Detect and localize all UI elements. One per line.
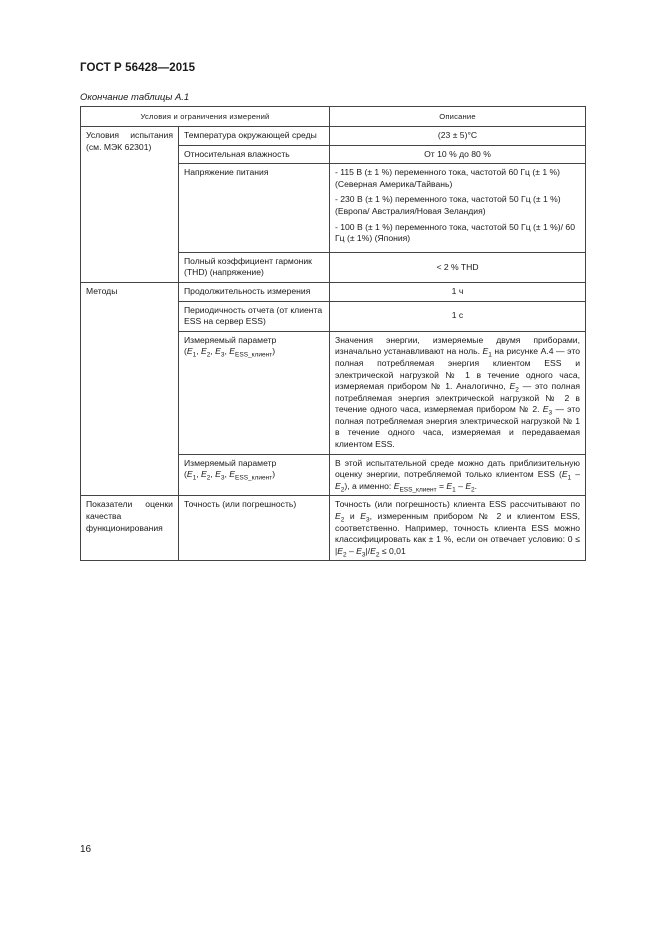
sep: ,: [224, 346, 230, 357]
sub: 2: [206, 474, 211, 482]
header-conditions: Условия и ограничения измерений: [81, 107, 330, 127]
sub: 3: [361, 551, 366, 559]
desc-humidity: От 10 % до 80 %: [330, 145, 586, 164]
var-e: E: [186, 346, 193, 357]
sub: 2: [375, 551, 380, 559]
param-measured-2: [179, 454, 330, 496]
table-caption: Окончание таблицы А.1: [80, 92, 190, 103]
text: Значения энергии, измеряемые двумя приборами, изначально устанавливают на ноль.: [335, 334, 580, 357]
var-e: E: [337, 545, 343, 556]
desc-measured-2: В этой испытательной среде можно дать приблизительную оценку энергии, потребляемой только клиентом ESS $(E_1 - E_2)$, а именно: $E_{ESS\_клиент} = E_1 - E_2$.: [330, 454, 586, 496]
var-e: E: [393, 480, 400, 491]
voltage-item-eu: - 230 В (± 1 %) переменного тока, частотой 50 Гц (± 1 %) (Европа/ Австралия/Новая Зеландия): [335, 194, 561, 216]
var-e: E: [509, 381, 516, 392]
paren-open: (: [184, 469, 187, 480]
desc-duration: 1 ч: [330, 282, 586, 301]
text: ), а именно:: [344, 480, 394, 491]
sub: 1: [192, 352, 197, 360]
var-e: E: [229, 346, 236, 357]
voltage-item-na: - 115 В (± 1 %) переменного тока, частотой 60 Гц (± 1 %) (Северная Америка/Тайвань): [335, 167, 561, 189]
paren-close: ): [272, 469, 276, 480]
text: |/: [365, 545, 371, 556]
desc-measured-1: [330, 331, 586, 454]
var-e: E: [335, 480, 341, 491]
text: В этой испытательной среде можно дать приблизительную оценку энергии, потребляемой только клиентом ESS (: [335, 457, 580, 480]
voltage-item-jp: - 100 В (± 1 %) переменного тока, частотой 50 Гц (± 1 %)/ 60 Гц (± 1%) (Япония): [335, 221, 575, 244]
var-e: E: [201, 469, 207, 480]
text: и: [344, 511, 361, 522]
var-e: E: [215, 346, 221, 357]
desc-voltage: [330, 164, 586, 253]
var-e: E: [356, 545, 362, 556]
desc-thd: < 2 % THD: [330, 252, 586, 282]
param-measured-1: [179, 331, 330, 454]
group-quality-label: Показатели оценки качества функционирования: [81, 496, 179, 561]
text: это полная потребляемая энергия клиентом ESS и электрической нагрузкой № 1 в течение одного часа, измеряемая прибором № 1. Аналогично,: [335, 346, 580, 392]
text: , измеренным прибором № 2 и клиентом ESS, соответственно. Например, точность клиента ESS можно классифицировать как ± 1 %, если он отвечает условию: 0 ≤ |: [335, 511, 580, 556]
sub: 2: [340, 516, 345, 524]
header-description: Описание: [330, 107, 586, 127]
var-e: E: [360, 511, 366, 522]
sub: 2: [471, 486, 475, 494]
sub: ESS_клиент: [399, 486, 437, 494]
sub: 2: [206, 352, 211, 360]
var-e: E: [465, 480, 472, 491]
var-e: E: [542, 404, 549, 415]
var-e: E: [215, 469, 221, 480]
sub: 1: [192, 474, 197, 482]
sub: ESS_клиент: [235, 352, 273, 360]
table-row: [81, 496, 586, 561]
sep: ,: [210, 346, 216, 357]
var-e: E: [370, 545, 376, 556]
param-humidity: Относительная влажность: [179, 145, 330, 164]
document-code: ГОСТ Р 56428—2015: [80, 62, 196, 74]
text: Точность (или погрешность) клиента ESS рассчитывают по: [335, 499, 580, 510]
param-report-interval: Периодичность отчета (от клиента ESS на сервер ESS): [179, 301, 330, 331]
param-voltage: Напряжение питания: [179, 164, 330, 253]
desc-temperature: (23 ± 5)°С: [330, 127, 586, 146]
param-accuracy: Точность (или погрешность): [179, 496, 330, 561]
sub: 3: [220, 474, 225, 482]
sep: ,: [196, 469, 202, 480]
page-number: 16: [80, 844, 92, 855]
table-row: [81, 282, 586, 301]
sub: 1: [488, 352, 492, 360]
desc-accuracy: Точность (или погрешность) клиента ESS рассчитывают по $E_2$ и $E_3$, измеренным прибором № 2 и клиентом ESS, соответственно. Например, точность клиента ESS можно классифицировать как ± 1 %, если он отвечает условию: $0 \le |E_2 - E_3|/E_2 \le 0,01$: [330, 496, 586, 561]
var-e: E: [446, 480, 453, 491]
sep: ,: [224, 469, 230, 480]
param-temperature: Температура окружающей среды: [179, 127, 330, 146]
sub: ESS_клиент: [235, 474, 273, 482]
param-label: Измеряемый параметр: [184, 334, 277, 345]
sep: ,: [196, 346, 202, 357]
group-methods-label: Методы: [81, 282, 179, 496]
var-e: E: [335, 511, 341, 522]
sub: 1: [452, 486, 456, 494]
sub: 2: [515, 386, 519, 394]
group-conditions-label: Условия испытания (см. МЭК 62301): [81, 127, 179, 283]
param-label: Измеряемый параметр: [184, 457, 277, 468]
table-header-row: [81, 107, 586, 127]
sub: 1: [567, 474, 572, 482]
sub: 3: [220, 352, 225, 360]
paren-close: ): [272, 346, 276, 357]
paren-open: (: [184, 346, 187, 357]
table-row: [81, 127, 586, 146]
desc-report-interval: 1 с: [330, 301, 586, 331]
sub: 3: [548, 410, 553, 417]
text: .: [474, 480, 478, 491]
var-e: E: [201, 346, 207, 357]
text: — это полная потребляемая энергия электрической нагрузкой № 1 в течение одного часа, измеряемая и передаваемая клиентом ESS.: [335, 404, 580, 450]
var-e: E: [229, 469, 236, 480]
param-thd: Полный коэффициент гармоник (THD) (напряжение): [179, 252, 330, 282]
text: — это полная потребляемая энергия электрической нагрузкой № 2 в течение одного часа, измеряемая прибором № 2.: [335, 381, 580, 415]
sub: 3: [365, 516, 370, 524]
param-duration: Продолжительность измерения: [179, 282, 330, 301]
var-e: E: [482, 346, 489, 357]
text: ≤ 0,01: [379, 545, 406, 556]
text: на рисунке А.4 —: [491, 346, 565, 357]
var-e: E: [186, 469, 193, 480]
sub: 2: [342, 551, 347, 559]
measurement-conditions-table: [80, 106, 586, 561]
sep: ,: [210, 469, 216, 480]
var-e: E: [561, 469, 568, 480]
sub: 2: [340, 486, 345, 494]
